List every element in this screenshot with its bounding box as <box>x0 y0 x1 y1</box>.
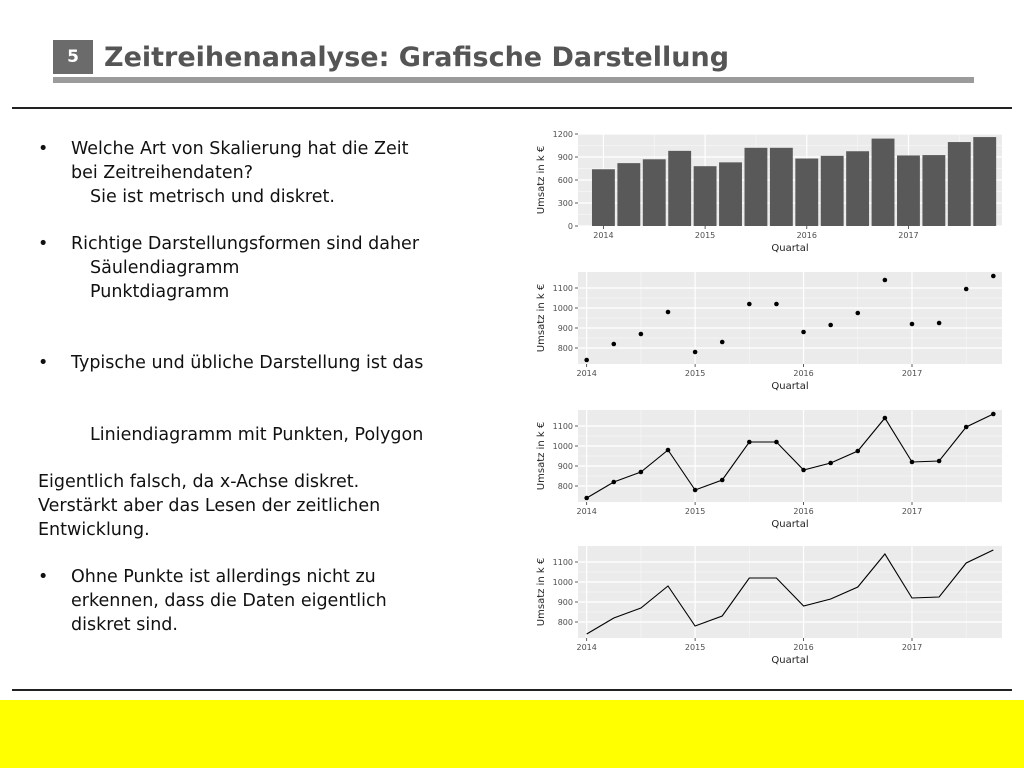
data-point <box>937 459 942 464</box>
data-point <box>639 332 644 337</box>
y-tick-label: 800 <box>557 344 573 353</box>
x-tick-label: 2016 <box>793 369 814 378</box>
y-axis-label: Umsatz in k € <box>536 145 547 215</box>
data-point <box>991 412 996 417</box>
text-line: diskret sind. <box>71 614 178 635</box>
x-axis-label: Quartal <box>771 243 809 254</box>
chart-svg <box>530 128 1010 262</box>
x-tick-label: 2017 <box>898 231 919 240</box>
top-divider <box>12 107 1012 109</box>
bar-chart-umsatz <box>530 128 1010 262</box>
text-line: Typische und übliche Darstellung ist das <box>71 353 424 374</box>
data-point <box>910 322 915 327</box>
paragraph-eigentlich-falsch <box>38 471 498 542</box>
data-point <box>828 323 833 328</box>
y-tick-label: 1000 <box>552 304 573 313</box>
y-axis-label: Umsatz in k € <box>536 557 547 627</box>
bullet-ohne-punkte <box>38 566 498 637</box>
x-tick-label: 2016 <box>793 507 814 516</box>
x-axis-label: Quartal <box>771 655 809 666</box>
bar <box>948 142 971 226</box>
bar <box>770 148 793 226</box>
data-point <box>828 461 833 466</box>
x-tick-label: 2016 <box>796 231 817 240</box>
text-line: Sie ist metrisch und diskret. <box>90 186 335 207</box>
bar <box>846 151 869 226</box>
bar <box>897 155 920 226</box>
bullet-skalierung <box>38 138 498 209</box>
data-point <box>774 302 779 307</box>
x-tick-label: 2017 <box>901 369 923 378</box>
bar <box>821 156 844 226</box>
y-tick-label: 900 <box>557 153 573 162</box>
bar <box>592 169 615 226</box>
data-point <box>937 321 942 326</box>
x-tick-label: 2017 <box>901 507 923 516</box>
data-point <box>855 449 860 454</box>
x-tick-label: 2015 <box>684 507 706 516</box>
x-tick-label: 2014 <box>576 369 597 378</box>
chart-svg <box>530 404 1010 538</box>
data-point <box>964 287 969 292</box>
bar <box>922 155 945 226</box>
data-point <box>991 274 996 279</box>
bar <box>973 137 996 226</box>
y-tick-label: 900 <box>557 598 573 607</box>
y-tick-label: 1100 <box>552 422 573 431</box>
bar <box>668 151 691 226</box>
footer-band <box>0 700 1024 768</box>
data-point <box>747 440 752 445</box>
y-tick-label: 600 <box>557 176 573 185</box>
text-line: Säulendiagramm <box>90 257 240 278</box>
text-line: Richtige Darstellungsformen sind daher <box>71 234 420 255</box>
x-tick-label: 2017 <box>901 643 923 652</box>
chart-svg <box>530 266 1010 400</box>
bar <box>795 159 818 226</box>
title-underline <box>53 77 974 83</box>
text-line: Liniendiagramm mit Punkten, Polygon <box>90 424 424 445</box>
data-point <box>964 425 969 430</box>
y-tick-label: 300 <box>557 199 573 208</box>
y-tick-label: 1200 <box>552 130 573 139</box>
bar <box>643 159 666 226</box>
text-line: Ohne Punkte ist allerdings nicht zu <box>71 567 376 588</box>
data-point <box>584 358 589 363</box>
y-tick-label: 800 <box>557 482 573 491</box>
data-point <box>693 488 698 493</box>
data-point <box>774 440 779 445</box>
y-tick-label: 800 <box>557 618 573 627</box>
x-tick-label: 2015 <box>684 643 706 652</box>
x-axis-label: Quartal <box>771 381 809 392</box>
y-tick-label: 1000 <box>552 578 573 587</box>
slide-body-text <box>38 138 498 638</box>
bottom-divider <box>12 689 1012 691</box>
text-line: erkennen, dass die Daten eigentlich <box>71 591 387 612</box>
bullet-point: • <box>38 353 49 374</box>
data-point <box>720 478 725 483</box>
y-tick-label: 1100 <box>552 284 573 293</box>
bullet-darstellungsformen <box>38 233 498 304</box>
x-tick-label: 2016 <box>793 643 814 652</box>
slide-title: Zeitreihenanalyse: Grafische Darstellung <box>104 42 730 73</box>
data-point <box>584 496 589 501</box>
x-tick-label: 2014 <box>576 643 597 652</box>
x-tick-label: 2014 <box>593 231 614 240</box>
y-tick-label: 1000 <box>552 442 573 451</box>
slide-number-badge: 5 <box>53 40 93 74</box>
y-tick-label: 900 <box>557 324 573 333</box>
x-tick-label: 2015 <box>684 369 706 378</box>
data-point <box>666 448 671 453</box>
scatter-chart-umsatz <box>530 266 1010 400</box>
data-point <box>720 340 725 345</box>
bullet-typische-darstellung <box>38 352 498 447</box>
text-line: Punktdiagramm <box>90 281 230 302</box>
text-line: bei Zeitreihendaten? <box>71 162 254 183</box>
text-line: Welche Art von Skalierung hat die Zeit <box>71 139 409 159</box>
bar <box>872 139 895 226</box>
line-chart-umsatz <box>530 540 1010 674</box>
bullet-point: • <box>38 139 49 159</box>
data-point <box>639 470 644 475</box>
data-point <box>747 302 752 307</box>
y-axis-label: Umsatz in k € <box>536 421 547 491</box>
x-tick-label: 2014 <box>576 507 597 516</box>
y-tick-label: 900 <box>557 462 573 471</box>
x-axis-label: Quartal <box>771 519 809 530</box>
bar <box>719 162 742 226</box>
data-point <box>666 310 671 315</box>
x-tick-label: 2015 <box>694 231 716 240</box>
bullet-point: • <box>38 234 49 255</box>
data-point <box>855 311 860 316</box>
data-point <box>801 330 806 335</box>
text-line: Eigentlich falsch, da x-Achse diskret. <box>38 472 360 493</box>
bar <box>617 163 640 226</box>
data-point <box>611 480 616 485</box>
bar <box>744 148 767 226</box>
line-points-chart-umsatz <box>530 404 1010 538</box>
text-line: Entwicklung. <box>38 519 150 540</box>
bar <box>694 166 717 226</box>
chart-svg <box>530 540 1010 674</box>
data-point <box>883 278 888 283</box>
y-tick-label: 1100 <box>552 558 573 567</box>
data-point <box>801 468 806 473</box>
text-line: Verstärkt aber das Lesen der zeitlichen <box>38 495 381 516</box>
data-point <box>883 416 888 421</box>
data-point <box>693 350 698 355</box>
y-axis-label: Umsatz in k € <box>536 283 547 353</box>
bullet-point: • <box>38 567 49 588</box>
y-tick-label: 0 <box>567 222 573 231</box>
data-point <box>611 342 616 347</box>
slide-header <box>0 0 1024 110</box>
data-point <box>910 460 915 465</box>
